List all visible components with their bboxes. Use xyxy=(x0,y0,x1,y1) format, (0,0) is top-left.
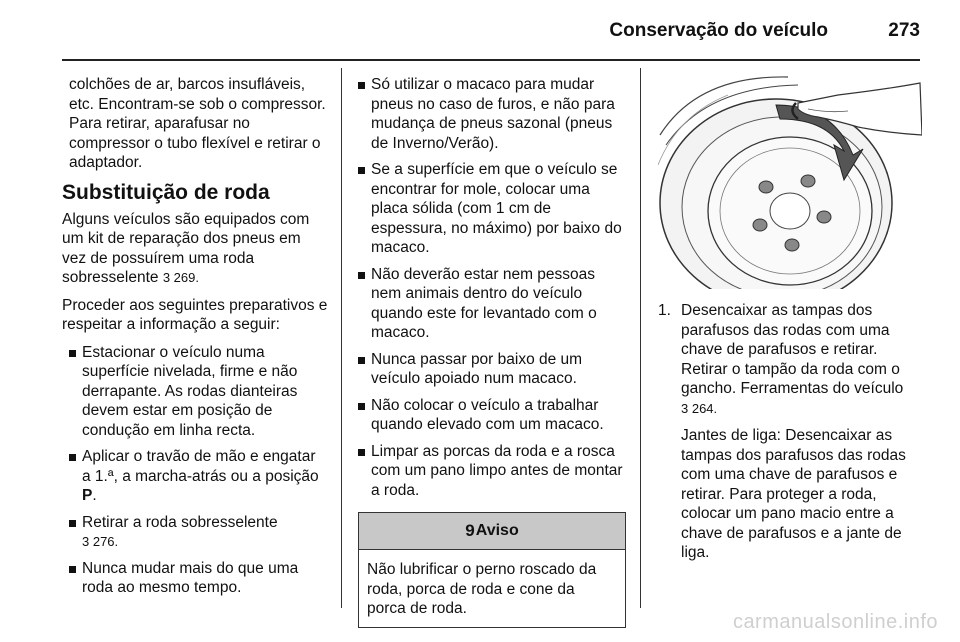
cross-reference: 3 276. xyxy=(82,534,119,549)
header-rule xyxy=(62,59,920,61)
step-text xyxy=(681,301,922,418)
step-note: Jantes de liga: Desencaixar as tampas dos parafusos das rodas com uma chave de parafusos e retirar. Para proteger a roda, colocar um pano macio entre a chave de parafusos e a jante de liga. xyxy=(681,427,906,561)
bullet-list xyxy=(62,343,328,598)
list-item xyxy=(69,513,328,552)
paragraph xyxy=(62,210,328,288)
list-item: Só utilizar o macaco para mudar pneus no caso de furos, e não para mudança de pneus sazonal (pneus de Inverno/Verão). xyxy=(358,75,626,153)
list-item: Não deverão estar nem pessoas nem animais dentro do veículo quando este for levantado com o macaco. xyxy=(358,265,626,343)
step-text-body: Desencaixar as tampas dos parafusos das rodas com uma chave de parafusos e retirar. Retirar o tampão da roda com o gancho. Ferramentas do veículo xyxy=(681,302,904,397)
watermark: carmanualsonline.info xyxy=(732,611,938,633)
list-item-text: Retirar a roda sobresselente xyxy=(82,513,278,531)
intro-paragraph: colchões de ar, barcos insufláveis, etc. Encontram-se sob o compressor. Para retirar, aparafusar no compressor o tubo flexível e retirar o adaptador. xyxy=(69,76,326,171)
list-item xyxy=(69,447,328,506)
wheel-illustration-svg xyxy=(658,75,922,289)
column-divider xyxy=(640,68,641,608)
list-item-text: Aplicar o travão de mão e engatar a 1.ª, a marcha-atrás ou a posição xyxy=(82,448,319,485)
list-item: Não colocar o veículo a trabalhar quando elevado com um macaco. xyxy=(358,396,626,435)
bullet-list xyxy=(358,75,626,500)
warning-box xyxy=(358,512,626,628)
column-middle xyxy=(358,75,626,628)
page-title: Conservação do veículo xyxy=(609,20,828,41)
cross-reference: 3 264. xyxy=(681,400,718,416)
cross-reference: 3 269. xyxy=(162,270,199,285)
list-item: Limpar as porcas da roda e a rosca com um pano limpo antes de montar a roda. xyxy=(358,442,626,501)
column-right xyxy=(658,75,922,571)
section-heading: Substituição de roda xyxy=(62,180,270,204)
column-left xyxy=(62,75,328,605)
paragraph-text: Alguns veículos são equipados com um kit de reparação dos pneus em vez de possuírem uma roda sobresselente xyxy=(62,210,310,286)
warning-header xyxy=(359,513,625,550)
gear-position-label: P xyxy=(82,487,93,504)
page-number: 273 xyxy=(888,20,920,41)
step-list xyxy=(658,301,922,563)
warning-title: Aviso xyxy=(475,522,519,540)
list-item-text: . xyxy=(92,487,97,504)
list-item: Se a superfície em que o veículo se encontrar for mole, colocar uma placa sólida (com 1 cm de espessura, no máximo) por baixo do macaco. xyxy=(358,160,626,258)
list-item: Estacionar o veículo numa superfície nivelada, firme e não derrapante. As rodas dianteiras devem estar em posição de condução em linha recta. xyxy=(69,343,328,441)
wheel-cover-illustration xyxy=(658,75,922,289)
warning-icon: 9 xyxy=(465,521,475,541)
step-number: 1. xyxy=(658,302,671,319)
list-item: Nunca passar por baixo de um veículo apoiado num macaco. xyxy=(358,350,626,389)
column-divider xyxy=(341,68,342,608)
step-item xyxy=(658,301,922,563)
list-item: Nunca mudar mais do que uma roda ao mesmo tempo. xyxy=(69,559,328,598)
warning-body: Não lubrificar o perno roscado da roda, porca de roda e cone da porca de roda. xyxy=(367,561,597,617)
paragraph: Proceder aos seguintes preparativos e respeitar a informação a seguir: xyxy=(62,296,328,333)
